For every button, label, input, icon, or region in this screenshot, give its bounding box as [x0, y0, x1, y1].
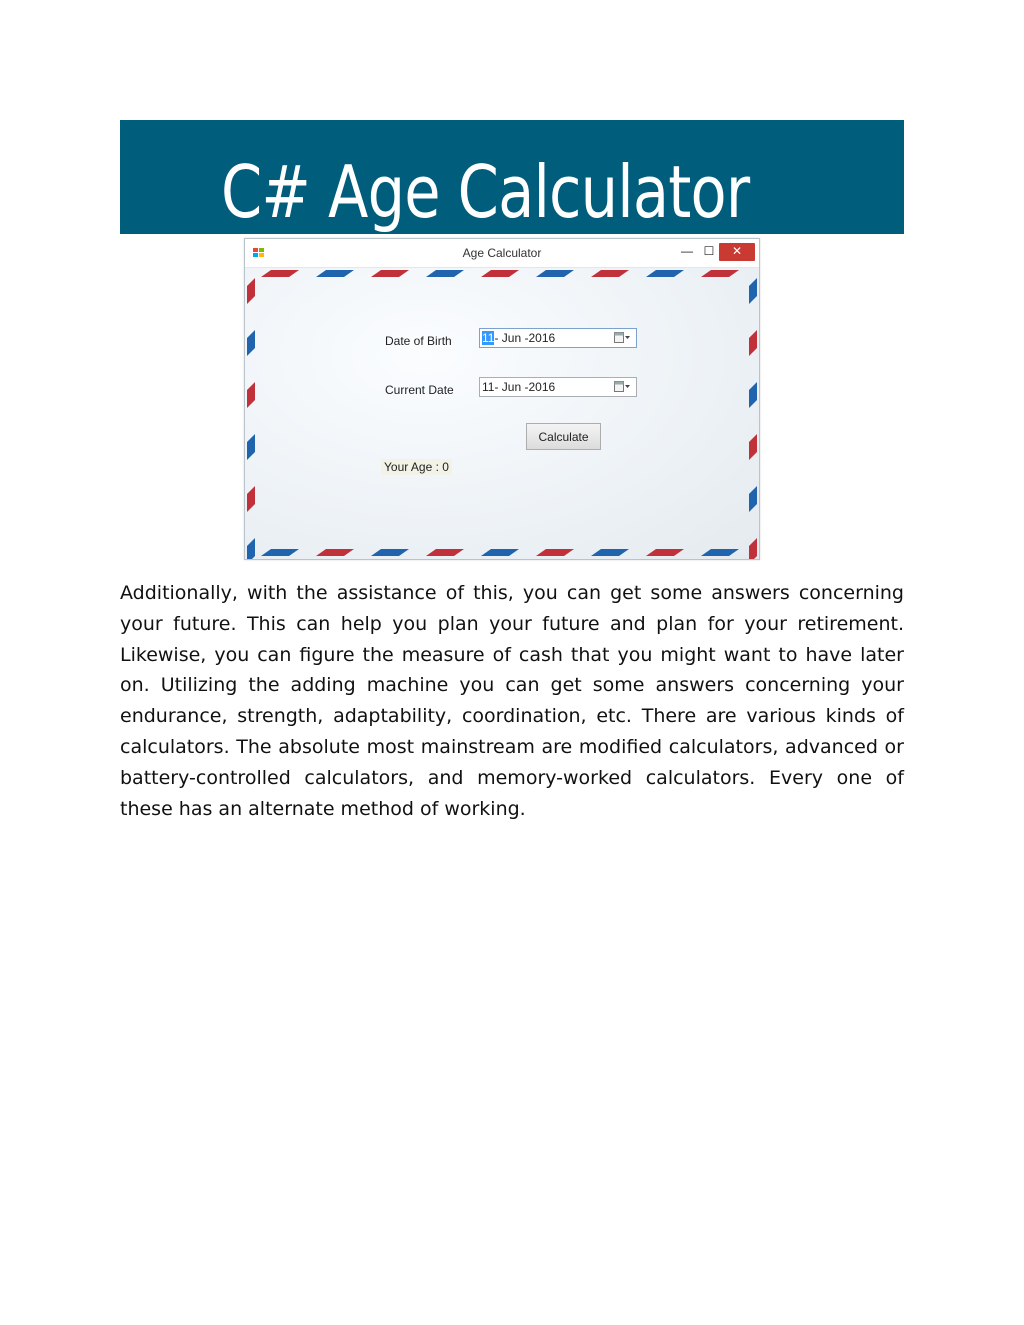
- current-date-label: Current Date: [385, 383, 454, 397]
- airmail-stripe: [646, 270, 684, 277]
- airmail-stripe: [749, 382, 757, 408]
- airmail-stripe: [316, 549, 354, 556]
- airmail-stripe: [749, 434, 757, 460]
- calendar-dropdown-icon[interactable]: [614, 332, 630, 344]
- airmail-stripe: [247, 538, 255, 559]
- date-of-birth-value[interactable]: [482, 331, 555, 345]
- current-date-picker[interactable]: [479, 377, 637, 397]
- your-age-result: Your Age : 0: [381, 459, 452, 475]
- airmail-stripe: [646, 549, 684, 556]
- calculate-button[interactable]: Calculate: [526, 423, 601, 450]
- airmail-stripe: [701, 549, 739, 556]
- date-of-birth-picker[interactable]: [479, 328, 637, 348]
- airmail-stripe: [426, 549, 464, 556]
- airmail-stripe: [536, 549, 574, 556]
- airmail-stripe: [247, 434, 255, 460]
- airmail-stripe: [247, 382, 255, 408]
- maximize-button[interactable]: ☐: [703, 244, 715, 258]
- airmail-stripe: [316, 270, 354, 277]
- airmail-stripe: [749, 330, 757, 356]
- airmail-stripe: [247, 278, 255, 304]
- airmail-stripe: [481, 270, 519, 277]
- airmail-stripe: [426, 270, 464, 277]
- window-title: Age Calculator: [462, 246, 542, 260]
- form-client-area: [245, 268, 759, 559]
- airmail-stripe: [536, 270, 574, 277]
- age-calculator-window: [244, 238, 760, 560]
- airmail-stripe: [749, 486, 757, 512]
- page-title: C# Age Calculator: [221, 150, 750, 234]
- airmail-stripe: [591, 270, 629, 277]
- airmail-stripe: [591, 549, 629, 556]
- airmail-stripe: [247, 330, 255, 356]
- date-of-birth-rest: - Jun -2016: [494, 331, 556, 345]
- airmail-stripe: [371, 270, 409, 277]
- airmail-stripe: [247, 486, 255, 512]
- airmail-stripe: [371, 549, 409, 556]
- body-paragraph: Additionally, with the assistance of this, you can get some answers concerning your future. This can help you plan your future and plan for your retirement. Likewise, you can figure the measure of cash that you might want to have later on. Utilizing the adding machine you can get some answers concerning your endurance, strength, adaptability, coordination, etc. There are various kinds of calculators. The absolute most mainstream are modified calculators, advanced or battery-controlled calculators, and memory-worked calculators. Every one of these has an alternate method of working.: [120, 582, 904, 820]
- airmail-border: [245, 268, 759, 559]
- date-of-birth-day-selected[interactable]: 11: [482, 331, 495, 345]
- current-date-value[interactable]: 11- Jun -2016: [482, 380, 556, 394]
- airmail-stripe: [481, 549, 519, 556]
- close-button[interactable]: ✕: [719, 243, 755, 261]
- title-banner: [120, 120, 904, 234]
- calendar-dropdown-icon[interactable]: [614, 381, 630, 393]
- airmail-stripe: [261, 549, 299, 556]
- airmail-stripe: [749, 278, 757, 304]
- airmail-stripe: [701, 270, 739, 277]
- airmail-stripe: [749, 538, 757, 559]
- airmail-stripe: [261, 270, 299, 277]
- date-of-birth-label: Date of Birth: [385, 334, 452, 348]
- window-titlebar[interactable]: [245, 239, 759, 268]
- minimize-button[interactable]: —: [681, 244, 693, 258]
